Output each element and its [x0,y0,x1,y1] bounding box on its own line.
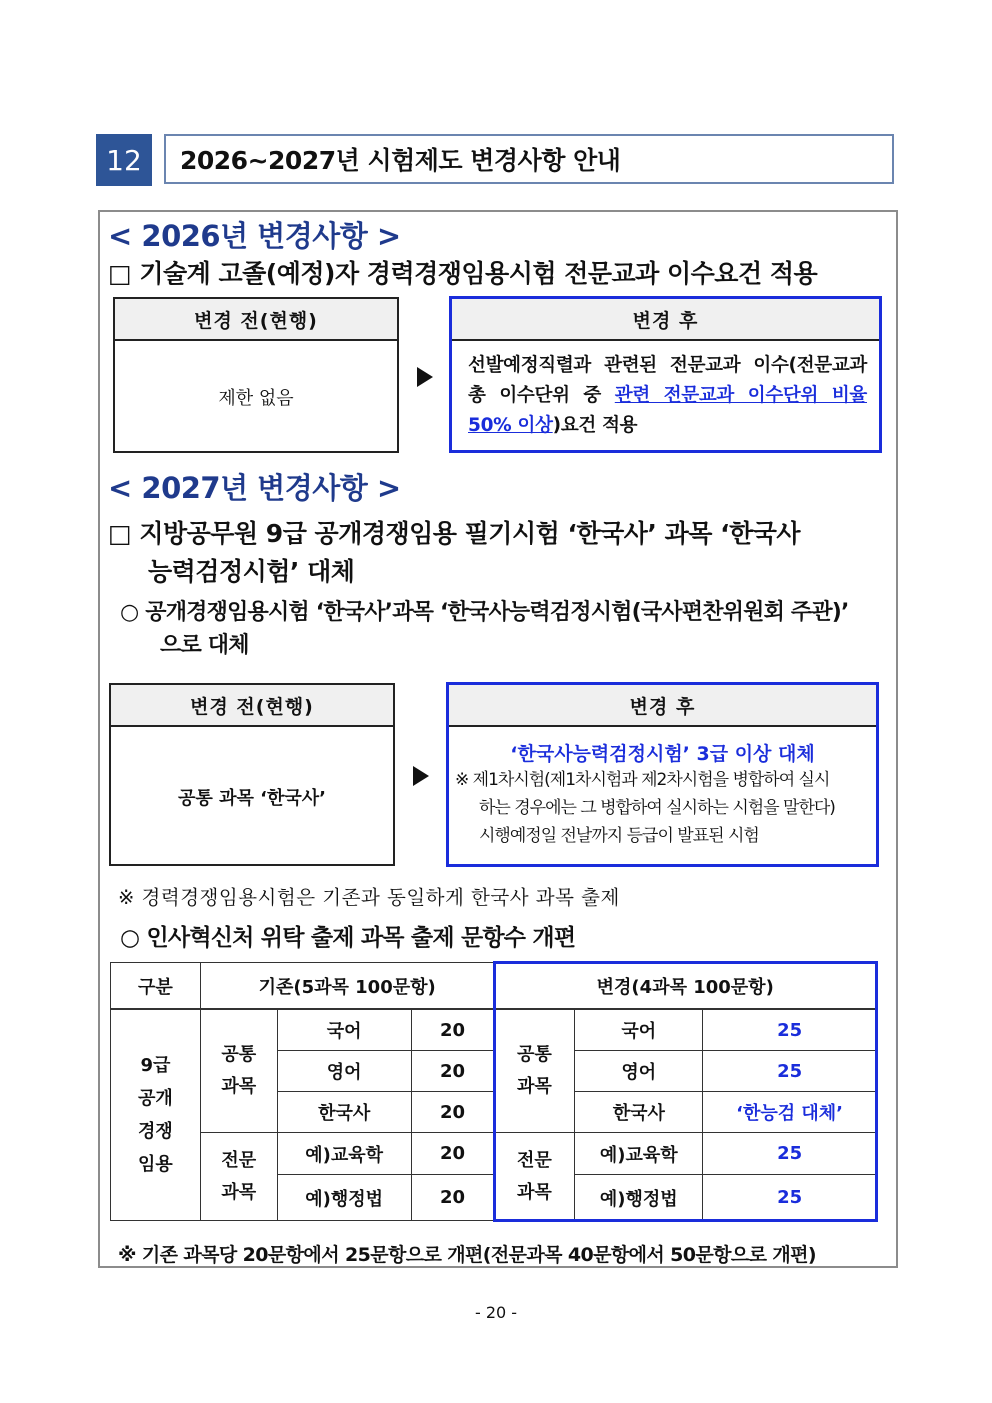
header-old: 기존(5과목 100문항) [200,963,494,1010]
item-2027-line1: 지방공무원 9급 공개경쟁임용 필기시험 ‘한국사’ 과목 ‘한국사 [139,519,801,548]
new-count: 25 [703,1175,877,1221]
old-count: 20 [411,1010,494,1051]
sub-item-2027 [120,596,890,662]
header-gubun: 구분 [111,963,201,1010]
item-2027 [108,515,888,591]
item-2026 [108,255,817,293]
item-2026-text: 기술계 고졸(예정)자 경력경쟁임용시험 전문교과 이수요건 적용 [139,259,818,288]
square-bullet: □ [108,519,132,548]
new-subject: 한국사 [575,1092,703,1133]
after-note-line1: 제1차시험(제1차시험과 제2차시험을 병합하여 실시 [472,770,830,790]
after-text-2026 [452,341,879,441]
after-title-2027: ‘한국사능력검정시험’ 3급 이상 대체 [510,743,815,765]
section-number: 12 [96,134,152,186]
label-line: 과목 [517,1181,552,1203]
label-line: 공통 [517,1044,552,1065]
right-arrow-icon [417,367,433,387]
old-subject: 영어 [277,1051,411,1092]
after-note-line2: 하는 경우에는 그 병합하여 실시하는 시험을 말한다) [479,798,835,818]
square-bullet: □ [108,259,132,288]
category-cell [111,1010,201,1221]
circle-bullet: ○ [120,600,139,625]
after-note-line3: 시행예정일 전날까지 등급이 발표된 시험 [479,826,759,846]
header-separator [110,1008,878,1010]
note-mark: ※ [455,770,469,790]
category-line: 임용 [138,1154,173,1175]
category-line: 경쟁 [138,1121,173,1142]
new-subject: 영어 [575,1051,703,1092]
new-subject: 예)교육학 [575,1133,703,1175]
new-count: ‘한능검 대체’ [703,1092,877,1133]
label-line: 과목 [221,1076,257,1097]
sub-item-2027-line2: 으로 대체 [160,633,249,658]
old-subject: 예)행정법 [277,1175,411,1221]
new-subject: 국어 [575,1010,703,1051]
sub-item-2027-2 [120,922,575,955]
after-label-2026: 변경 후 [452,299,879,341]
table-row [111,1010,877,1051]
new-count: 25 [703,1133,877,1175]
before-text-2026: 제한 없음 [218,388,294,409]
after-text-2026-highlight: 관련 전문교과 이수단위 비율 50% 이상 [468,385,867,436]
circle-bullet: ○ [120,925,140,951]
before-label-2027: 변경 전(현행) [111,685,393,727]
old-subject: 국어 [277,1010,411,1051]
before-label-2026: 변경 전(현행) [115,299,397,341]
label-line: 과목 [517,1076,552,1097]
label-line: 전문 [517,1149,552,1171]
new-count: 25 [703,1010,877,1051]
new-major-label [494,1133,575,1221]
label-line: 과목 [221,1181,257,1203]
sub-item-2027-2-text: 인사혁신처 위탁 출제 과목 출제 문항수 개편 [146,925,576,951]
old-count: 20 [411,1133,494,1175]
new-subject: 예)행정법 [575,1175,703,1221]
career-note: ※ 경력경쟁임용시험은 기존과 동일하게 한국사 과목 출제 [118,886,620,909]
old-count: 20 [411,1092,494,1133]
new-count: 25 [703,1051,877,1092]
category-line: 9급 [140,1055,171,1076]
label-line: 전문 [221,1149,257,1171]
before-text-2027: 공통 과목 ‘한국사’ [178,787,326,809]
heading-2026: < 2026년 변경사항 > [108,219,401,253]
old-count: 20 [411,1175,494,1221]
old-major-label [200,1133,277,1221]
old-count: 20 [411,1051,494,1092]
header-new: 변경(4과목 100문항) [494,963,877,1010]
old-subject: 한국사 [277,1092,411,1133]
question-count-table [110,962,877,1221]
label-line: 공통 [221,1044,257,1065]
before-box-2026 [113,297,399,453]
new-common-label [494,1010,575,1133]
footer-note: ※ 기존 과목당 20문항에서 25문항으로 개편(전문과목 40문항에서 50문항으로 개편) [118,1244,816,1266]
page-number: - 20 - [474,1303,518,1322]
sub-item-2027-line1: 공개경쟁임용시험 ‘한국사’과목 ‘한국사능력검정시험(국사편찬위원회 주관)’ [145,600,849,625]
after-label-2027: 변경 후 [449,685,876,727]
section-title: 2026~2027년 시험제도 변경사항 안내 [164,134,894,184]
item-2027-line2: 능력검정시험’ 대체 [148,557,355,586]
old-subject: 예)교육학 [277,1133,411,1175]
after-box-2027 [446,682,879,867]
after-note-2027 [449,766,876,850]
after-text-2026-b: )요건 적용 [552,415,638,436]
old-common-label [200,1010,277,1133]
category-line: 공개 [138,1088,173,1109]
after-box-2026 [449,296,882,453]
before-box-2027 [109,683,395,866]
right-arrow-icon [413,766,429,786]
after-text-2026-a: 선발예정직렬과 관련된 전문교과 이수(전문교과 총 이수단위 중 [468,355,867,406]
heading-2027: < 2027년 변경사항 > [108,471,401,505]
table-row [111,1133,877,1175]
